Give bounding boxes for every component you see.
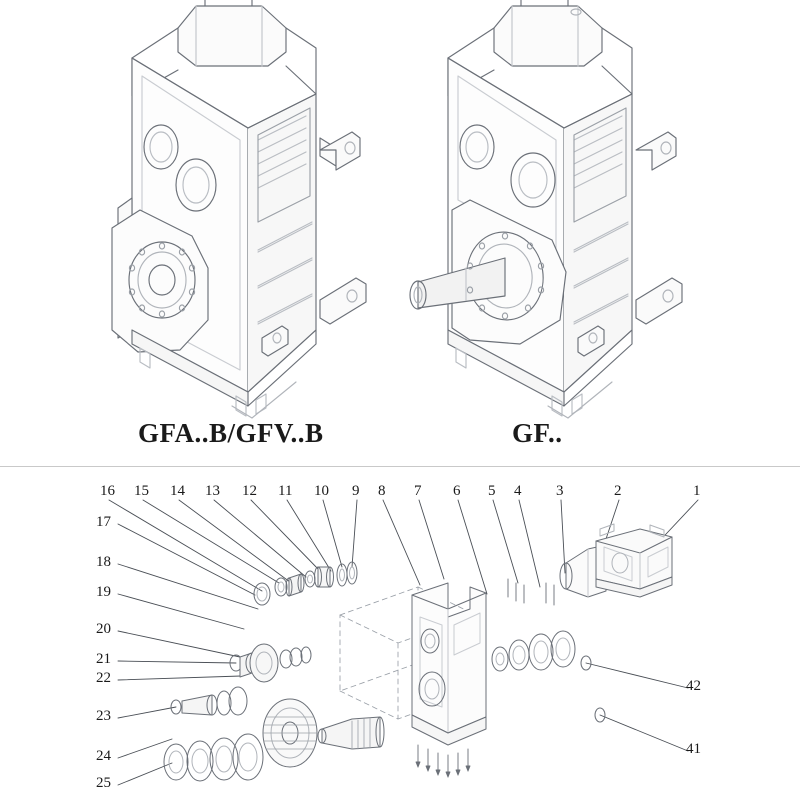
callout-15: 15 [134, 483, 149, 499]
callout-16: 16 [100, 483, 115, 499]
callout-14: 14 [170, 483, 185, 499]
callout-8: 8 [378, 483, 386, 499]
callout-18: 18 [96, 554, 111, 570]
exploded-view-section [0, 467, 800, 800]
callout-10: 10 [314, 483, 329, 499]
gfab-gfvb-housing-drawing [112, 0, 366, 418]
callout-41: 41 [686, 741, 701, 757]
callout-1: 1 [693, 483, 701, 499]
figure-caption-gf: GF.. [512, 418, 563, 448]
callout-25: 25 [96, 775, 111, 791]
callout-9: 9 [352, 483, 360, 499]
callout-3: 3 [556, 483, 564, 499]
callout-24: 24 [96, 748, 111, 764]
callout-42: 42 [686, 678, 701, 694]
callout-6: 6 [453, 483, 461, 499]
callout-19: 19 [96, 584, 111, 600]
callout-2: 2 [614, 483, 622, 499]
callout-13: 13 [205, 483, 220, 499]
callout-7: 7 [414, 483, 422, 499]
callout-12: 12 [242, 483, 257, 499]
exploded-view-svg [0, 467, 800, 800]
callout-17: 17 [96, 514, 111, 530]
callout-5: 5 [488, 483, 496, 499]
callout-23: 23 [96, 708, 111, 724]
gf-housing-drawing [410, 0, 682, 418]
callout-11: 11 [278, 483, 293, 499]
callout-20: 20 [96, 621, 111, 637]
callout-21: 21 [96, 651, 111, 667]
callout-4: 4 [514, 483, 522, 499]
figure-caption-gfab-gfvb: GFA..B/GFV..B [138, 418, 324, 448]
callout-22: 22 [96, 670, 111, 686]
